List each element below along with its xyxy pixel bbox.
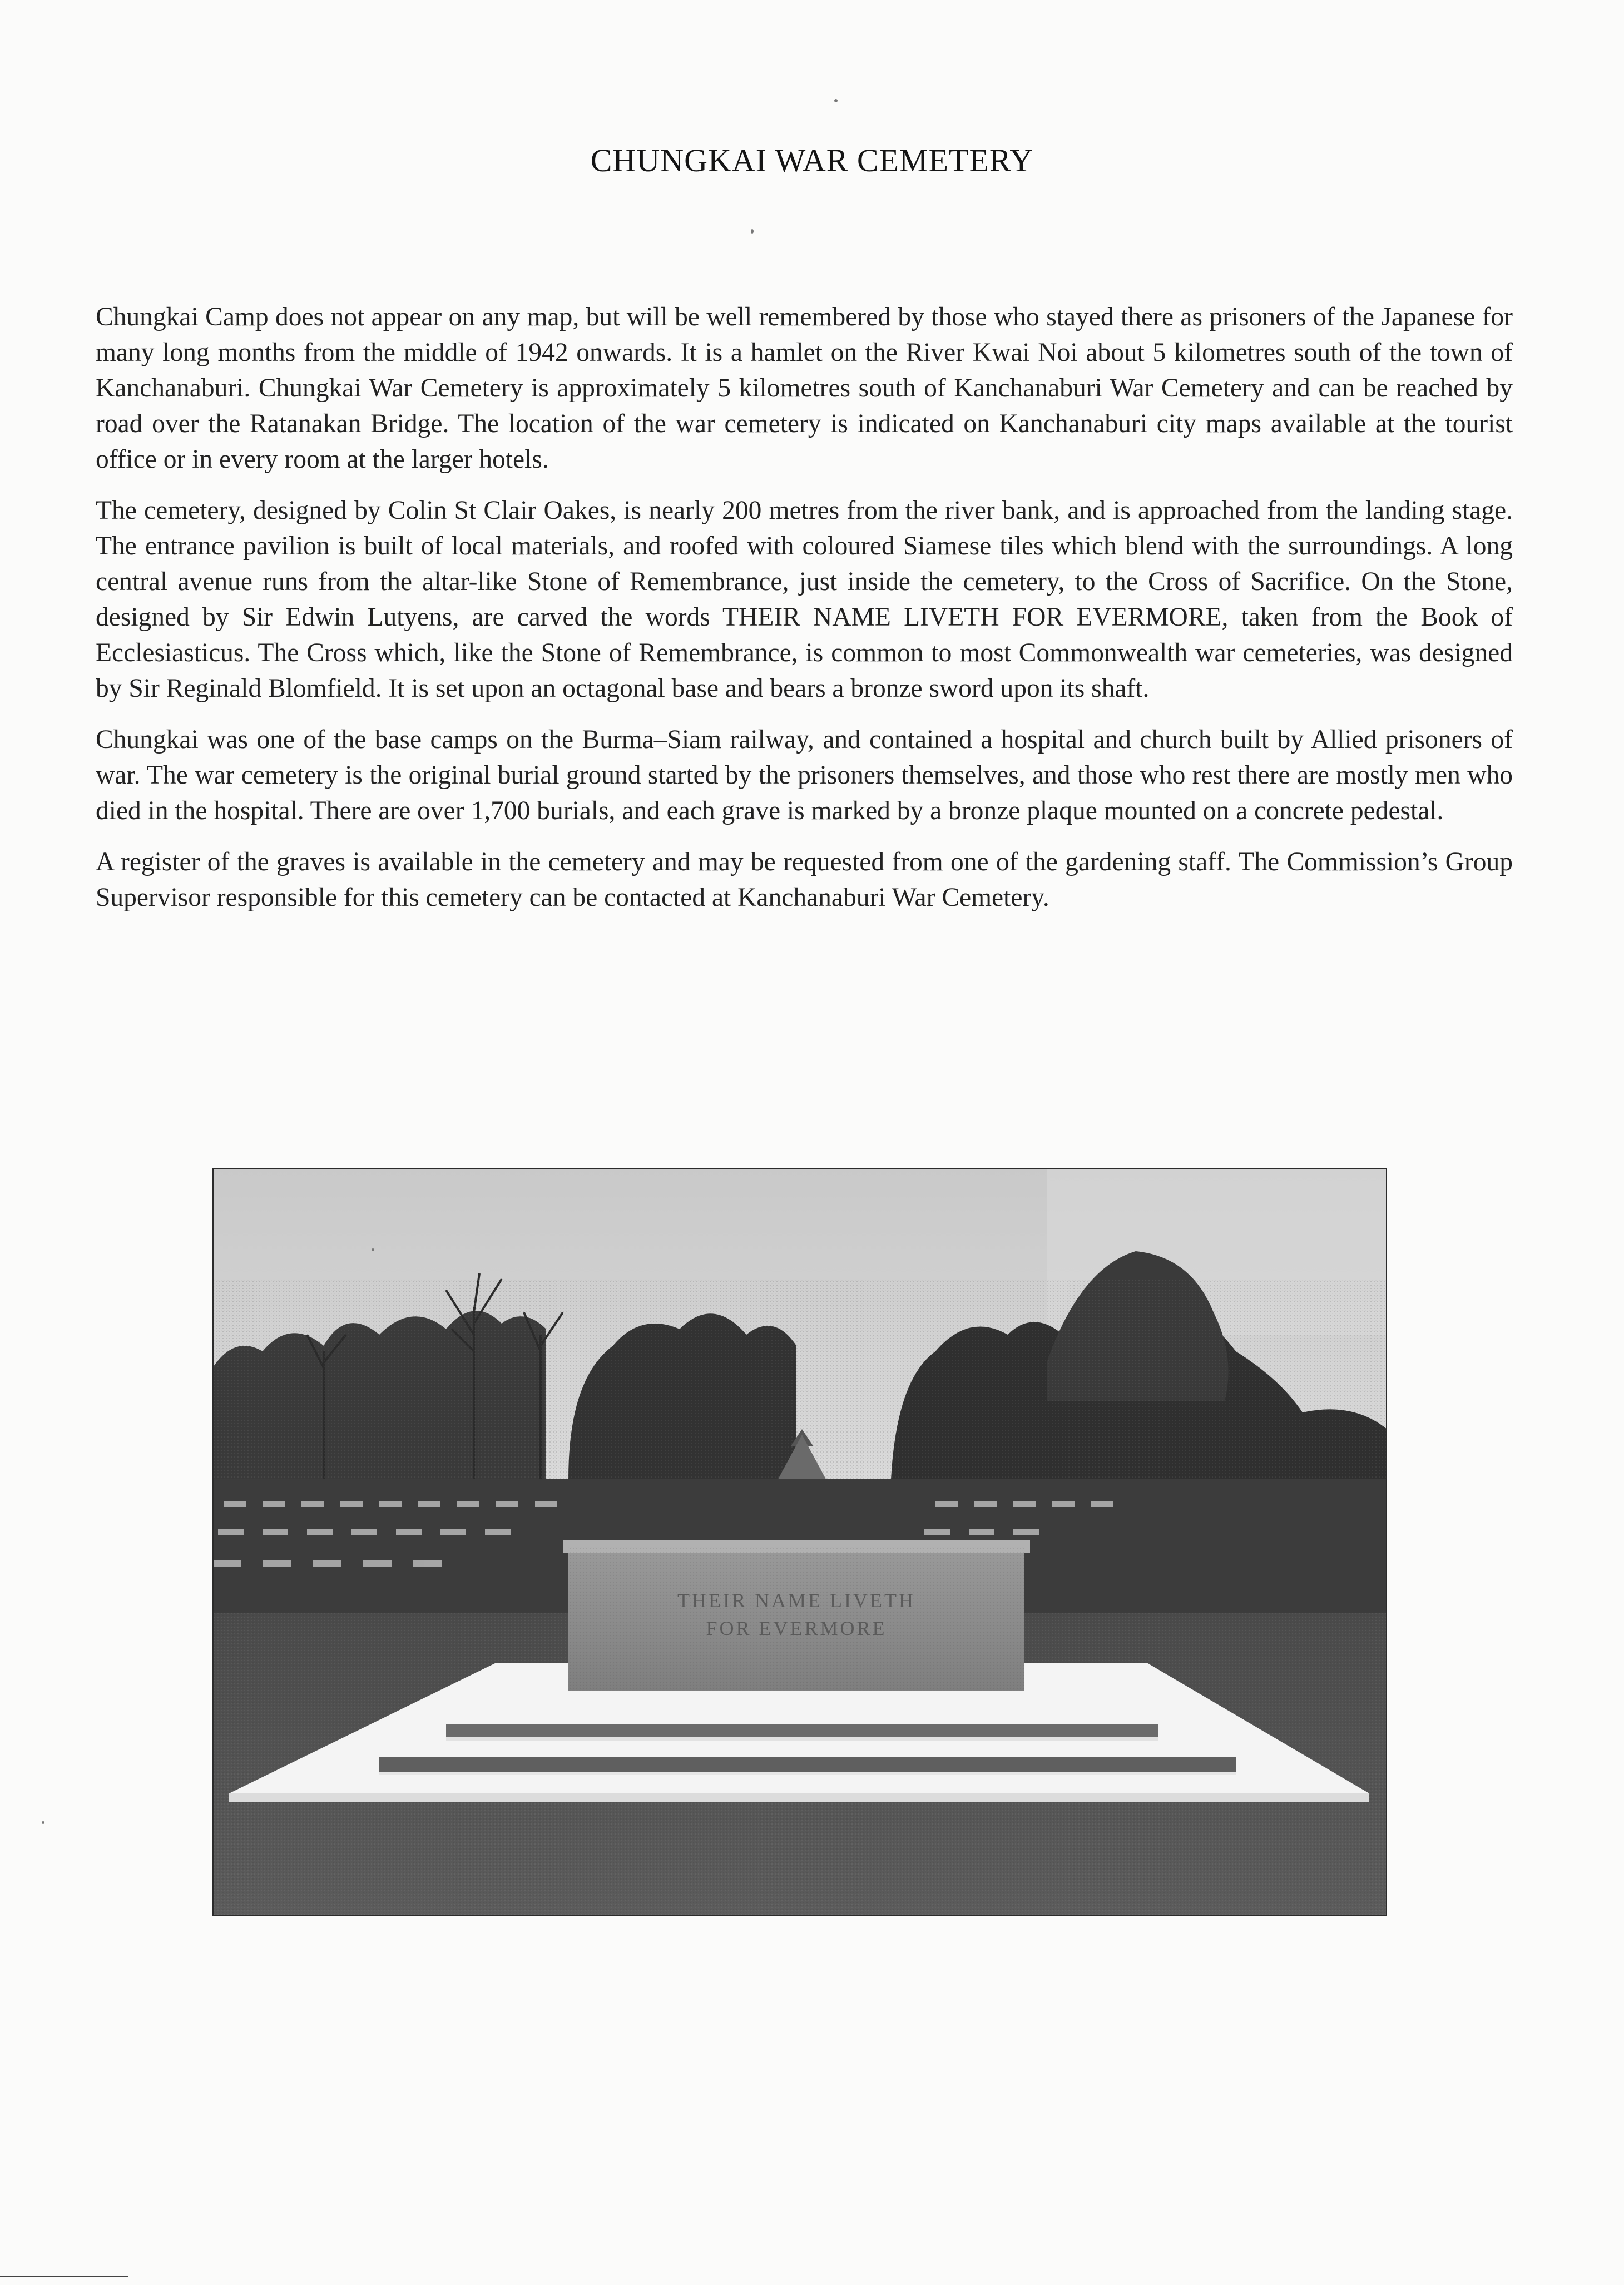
- paragraph-1: Chungkai Camp does not appear on any map, but will be well remembered by those who stayed there as prisoners of the Japanese for many long months from the middle of 1942 onwards. It is a hamlet on the River Kwai Noi about 5 kilometres south of the town of Kanchanaburi. Chungkai War Cemetery is approximately 5 kilometres south of Kanchanaburi War Cemetery and can be reached by road over the Ratanakan Bridge. The location of the war cemetery is indicated on Kanchanaburi city maps available at the tourist office or in every room at the larger hotels.: [96, 303, 1513, 474]
- stone-inscription-line-1: THEIR NAME LIVETH: [677, 1589, 915, 1612]
- scan-speck: [834, 99, 838, 102]
- body-text: [96, 299, 1513, 931]
- scan-speck: [372, 1248, 374, 1251]
- cemetery-photo: [212, 1168, 1387, 1916]
- stone-inscription-line-2: FOR EVERMORE: [706, 1617, 887, 1639]
- cemetery-photo-illustration: [212, 1168, 1387, 1916]
- paragraph-4: A register of the graves is available in the cemetery and may be requested from one of the gardening staff. The Commission’s Group Supervisor responsible for this cemetery can be contacted at Kanchanaburi War Cemetery.: [96, 847, 1513, 912]
- scan-edge-line: [0, 2276, 128, 2277]
- paragraph-3: Chungkai was one of the base camps on the Burma–Siam railway, and contained a hospital and church built by Allied prisoners of war. The war cemetery is the original burial ground started by the prisoners themselves, and those who rest there are mostly men who died in the hospital. There are over 1,700 burials, and each grave is marked by a bronze plaque mounted on a concrete pedestal.: [96, 725, 1513, 825]
- paragraph-2: The cemetery, designed by Colin St Clair Oakes, is nearly 200 metres from the river bank, and is approached from the landing stage. The entrance pavilion is built of local materials, and roofed with coloured Siamese tiles which blend with the surroundings. A long central avenue runs from the altar-like Stone of Remembrance, just inside the cemetery, to the Cross of Sacrifice. On the Stone, designed by Sir Edwin Lutyens, are carved the words THEIR NAME LIVETH FOR EVERMORE, taken from the Book of Ecclesiasticus. The Cross which, like the Stone of Remembrance, is common to most Commonwealth war cemeteries, was designed by Sir Reginald Blomfield. It is set upon an octagonal base and bears a bronze sword upon its shaft.: [96, 496, 1513, 703]
- page-title: CHUNGKAI WAR CEMETERY: [590, 142, 1034, 179]
- scan-speck: [42, 1821, 44, 1824]
- scan-speck: [751, 229, 754, 234]
